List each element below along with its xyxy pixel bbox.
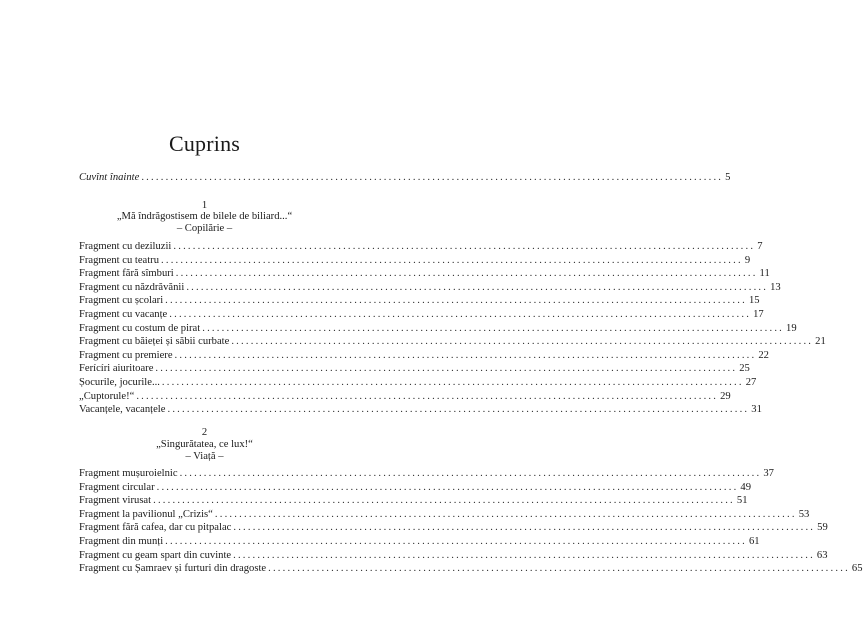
leader-dots: ........................................................................................................................ xyxy=(214,508,797,520)
toc-entry[interactable] xyxy=(79,240,763,254)
toc-entry[interactable] xyxy=(79,562,863,576)
toc-entry[interactable] xyxy=(79,376,757,390)
toc-entry[interactable] xyxy=(79,254,751,268)
leader-dots: ........................................................................................................................ xyxy=(153,495,735,507)
toc-entry-page: 9 xyxy=(744,254,751,266)
toc-entry-page: 61 xyxy=(748,536,760,547)
leader-dots: ........................................................................................................................ xyxy=(233,522,816,534)
toc-entry-page: 21 xyxy=(815,336,826,348)
toc-entry[interactable] xyxy=(79,308,764,322)
toc-entry-title: Fragment din munți xyxy=(79,536,164,547)
toc-entry[interactable] xyxy=(79,481,752,495)
toc-entry-title: Fragment cu teatru xyxy=(79,254,160,266)
toc-entry-title: Fragment cu geam spart din cuvinte xyxy=(79,549,232,561)
toc-entry-page: 19 xyxy=(786,322,797,334)
part-2-quote: „Singurătatea, ce lux!“ xyxy=(156,439,253,450)
toc-entry[interactable] xyxy=(79,267,770,281)
leader-dots: ........................................................................................................................ xyxy=(268,563,850,575)
toc-entry[interactable] xyxy=(79,349,769,363)
toc-entry-page: 11 xyxy=(759,268,770,280)
toc-entry[interactable] xyxy=(79,335,826,349)
leader-dots: ........................................................................................................................ xyxy=(173,241,756,252)
toc-entry[interactable] xyxy=(79,403,762,417)
toc-entry-page: 5 xyxy=(725,172,731,183)
toc-entry-page: 63 xyxy=(816,549,828,561)
toc-entry-title: Fragment cu Șamraev și furturi din dragoste xyxy=(79,563,267,575)
part-1-number: 1 xyxy=(201,200,208,211)
part-1-quote: „Mă îndrăgostisem de bilele de biliard...“ xyxy=(116,211,293,222)
leader-dots: ........................................................................................................................ xyxy=(165,536,747,547)
leader-dots: ........................................................................................................................ xyxy=(167,404,750,416)
toc-entry-page: 13 xyxy=(770,281,781,293)
leader-dots: ........................................................................................................................ xyxy=(186,281,769,293)
leader-dots: ........................................................................................................................ xyxy=(161,254,743,266)
leader-dots: ........................................................................................................................ xyxy=(161,377,744,388)
toc-entry-title: Vacanțele, vacanțele xyxy=(79,404,166,416)
leader-dots: ........................................................................................................................ xyxy=(233,549,815,561)
toc-entry-page: 27 xyxy=(745,377,757,388)
toc-entry-title: Fragment circular xyxy=(79,481,155,493)
toc-entry[interactable] xyxy=(79,508,810,522)
toc-entry-page: 49 xyxy=(740,481,752,493)
leader-dots: ........................................................................................................................ xyxy=(231,336,814,348)
toc-entry-page: 22 xyxy=(758,349,769,361)
toc-entry-title: Fragment cu năzdrăvănii xyxy=(79,281,185,293)
leader-dots: ........................................................................................................................ xyxy=(156,481,739,493)
part-2-number: 2 xyxy=(201,427,208,438)
toc-entry-title: Fragment fără cafea, dar cu pitpalac xyxy=(79,522,232,534)
toc-entry-intro[interactable] xyxy=(79,171,731,185)
toc-entry-title: Fragment cu costum de pirat xyxy=(79,322,201,334)
toc-entry[interactable] xyxy=(79,549,828,563)
toc-entry[interactable] xyxy=(79,390,731,404)
toc-entry-title: Cuvînt înainte xyxy=(79,172,140,183)
leader-dots: ........................................................................................................................ xyxy=(202,322,785,334)
toc-entry-title: Fragment cu vacanțe xyxy=(79,309,168,320)
toc-entry[interactable] xyxy=(79,494,748,508)
toc-entry[interactable] xyxy=(79,294,760,308)
leader-dots: ........................................................................................................................ xyxy=(136,390,719,402)
toc-entry-title: Ferícíri aiuritoare xyxy=(79,363,154,375)
toc-entry-title: Fragment la pavilionul „Crizis“ xyxy=(79,508,213,520)
leader-dots: ........................................................................................................................ xyxy=(179,468,762,479)
toc-entry-page: 59 xyxy=(817,522,828,534)
toc-entry-title: Fragment cu deziluzii xyxy=(79,241,172,252)
leader-dots: ........................................................................................................................ xyxy=(141,172,724,183)
toc-entry-title: Fragment fără sîmburi xyxy=(79,268,174,280)
leader-dots: ........................................................................................................................ xyxy=(155,363,738,375)
toc-entry[interactable] xyxy=(79,467,774,481)
toc-entry-title: Fragment mușuroielnic xyxy=(79,468,178,479)
toc-entry-page: 17 xyxy=(753,309,764,320)
part-1-subtitle: – Copilărie – xyxy=(176,223,233,234)
toc-entry-page: 31 xyxy=(751,404,762,416)
toc-entry-page: 25 xyxy=(739,363,750,375)
toc-entry-title: Șocurile, jocurile... xyxy=(79,377,160,388)
toc-entry-page: 51 xyxy=(736,495,748,507)
leader-dots: ........................................................................................................................ xyxy=(175,268,758,280)
part-2-subtitle: – Viață – xyxy=(185,451,224,462)
leader-dots: ........................................................................................................................ xyxy=(169,309,752,320)
toc-entry-page: 53 xyxy=(798,508,810,520)
toc-entry[interactable] xyxy=(79,535,760,549)
leader-dots: ........................................................................................................................ xyxy=(174,349,757,361)
toc-entry-page: 7 xyxy=(757,241,763,252)
toc-entry-title: „Cuptorule!“ xyxy=(79,390,135,402)
toc-entry-page: 65 xyxy=(851,563,863,575)
toc-entry-title: Fragment cu premiere xyxy=(79,349,173,361)
leader-dots: ........................................................................................................................ xyxy=(165,295,747,307)
toc-entry-page: 37 xyxy=(763,468,774,479)
toc-entry-title: Fragment virusat xyxy=(79,495,152,507)
toc-entry[interactable] xyxy=(79,322,797,336)
toc-entry-title: Fragment cu școlari xyxy=(79,295,164,307)
toc-entry[interactable] xyxy=(79,362,750,376)
toc-entry-title: Fragment cu băieței și săbii curbate xyxy=(79,336,230,348)
page-title: Cuprins xyxy=(168,131,241,156)
toc-entry-page: 29 xyxy=(720,390,731,402)
toc-entry-page: 15 xyxy=(748,295,760,307)
toc-entry[interactable] xyxy=(79,521,828,535)
toc-entry[interactable] xyxy=(79,281,781,295)
